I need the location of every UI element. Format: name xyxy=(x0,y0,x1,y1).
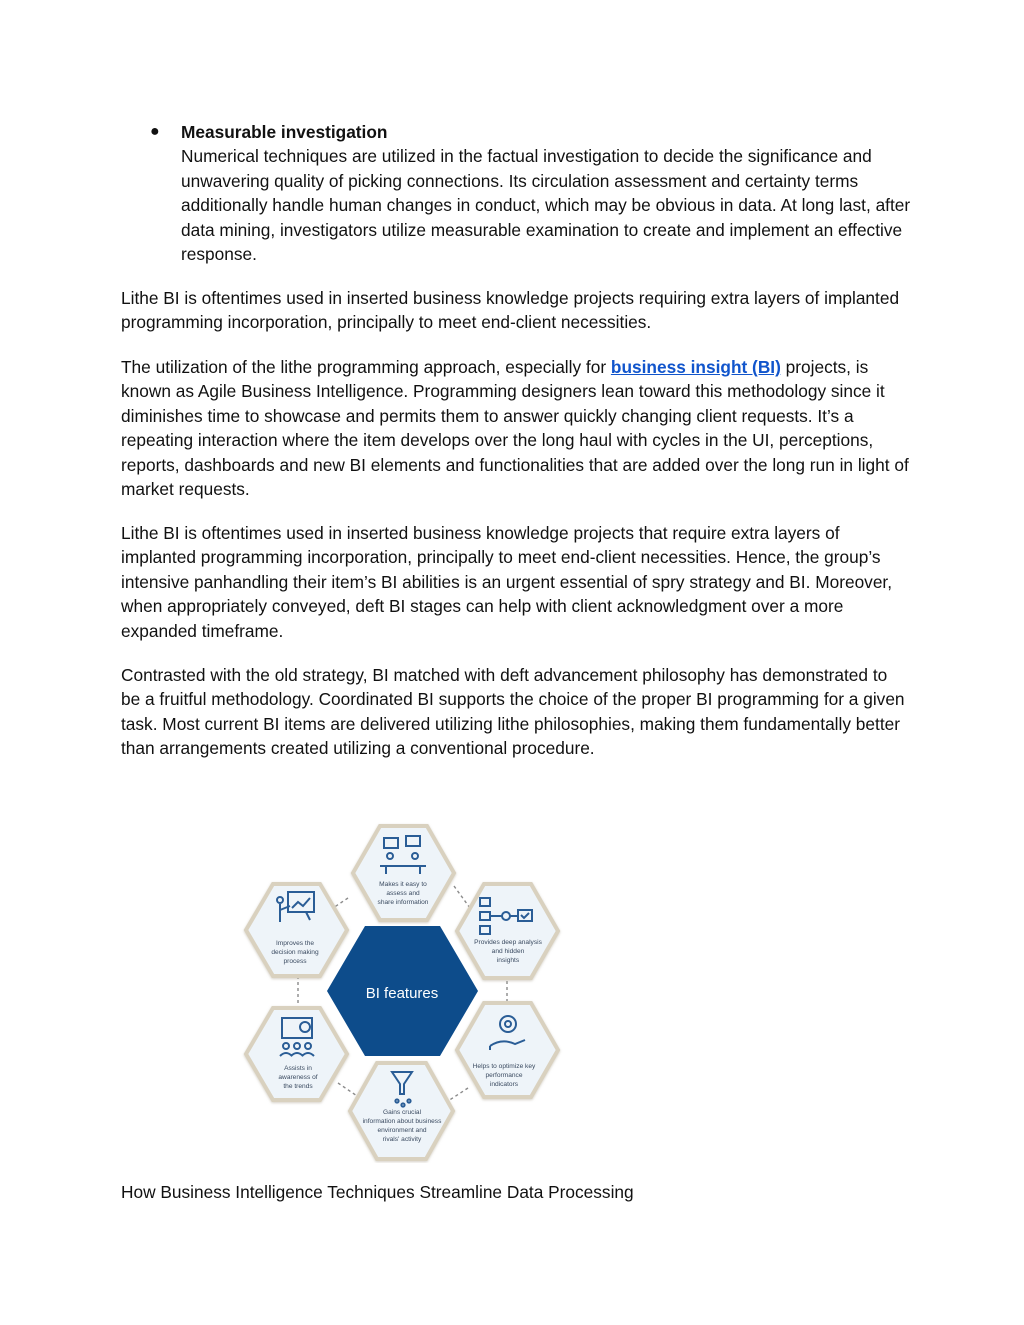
bullet-text: Numerical techniques are utilized in the factual investigation to decide the significance and unwavering quality of picking connections. Its circulation assessment and certainty terms additionally handle human changes in conduct, which may be obvious in data. At long last, after data mining, investigators utilize measurable examination to create and implement an effective response. xyxy=(181,146,911,265)
hex-lower-left-line1: Assists in xyxy=(284,1065,312,1072)
hex-upper-left-line1: Improves the xyxy=(275,940,315,947)
hex-bottom-line1: Gains crucial xyxy=(382,1109,422,1116)
hex-lower-right-line1: Helps to optimize key xyxy=(472,1063,536,1070)
hex-lower-right xyxy=(457,1003,558,1097)
hex-top-line2: assess and xyxy=(386,890,420,897)
hex-upper-right xyxy=(457,884,558,978)
hex-lower-right-line2: performance xyxy=(485,1072,523,1079)
paragraph-4: Contrasted with the old strategy, BI matched with deft advancement philosophy has demonstrated to be a fruitful methodology. Coordinated BI supports the choice of the proper BI programming for a given task. Most current BI items are delivered utilizing lithe philosophies, making them fundamentally better than arrangements created utilizing a conventional procedure. xyxy=(121,665,905,759)
bi-features-svg xyxy=(240,818,565,1163)
hex-upper-right-line2: and hidden xyxy=(491,948,525,955)
bullet-marker: ● xyxy=(150,123,160,140)
hex-upper-left xyxy=(246,884,347,976)
hex-lower-left xyxy=(246,1008,347,1100)
hex-top-line1: Makes it easy to xyxy=(379,881,427,888)
hex-bottom-line2: information about business xyxy=(362,1118,442,1125)
hex-top xyxy=(353,826,454,920)
paragraph-2-end: projects, is known as Agile Business Intelligence. Programming designers lean toward this methodology since it diminishes time to showcase and permits them to answer quickly changing client requests. It’s a repeating interaction where the item develops over the long haul with cycles in the UI, perceptions, reports, dashboards and new BI elements and functionalities that are added over the long run in light of market requests. xyxy=(121,357,909,500)
hex-bottom-line4: rivals' activity xyxy=(382,1136,422,1143)
hex-upper-right-line3: insights xyxy=(496,957,520,964)
center-label: BI features xyxy=(365,985,439,1002)
paragraph-1: Lithe BI is oftentimes used in inserted business knowledge projects requiring extra layers of implanted programming incorporation, principally to meet end-client necessities. xyxy=(121,288,900,333)
hex-center xyxy=(327,926,478,1056)
paragraph-2-start: The utilization of the lithe programming approach, especially for xyxy=(121,357,611,377)
bullet-body xyxy=(181,120,911,266)
hex-bottom xyxy=(350,1063,453,1159)
hex-upper-right-line1: Provides deep analysis xyxy=(474,939,542,946)
hex-lower-right-line3: indicators xyxy=(489,1081,519,1088)
hex-upper-left-line3: process xyxy=(283,958,307,965)
paragraph-3: Lithe BI is oftentimes used in inserted business knowledge projects that require extra layers of implanted programming incorporation, principally to meet end-client necessities. Hence, the group’s intensive panhandling their item’s BI abilities is an urgent essential of spry strategy and BI. Moreover, when appropriately conveyed, deft BI stages can help with client acknowledgment over a more expanded timeframe. xyxy=(121,523,893,641)
figure-caption: How Business Intelligence Techniques Streamline Data Processing xyxy=(121,1182,634,1202)
bullet-title: Measurable investigation xyxy=(181,122,388,142)
hex-bottom-line3: environment and xyxy=(377,1127,427,1134)
hex-top-line3: share information xyxy=(377,899,429,906)
hex-lower-left-line2: awareness of xyxy=(278,1074,318,1081)
hex-upper-left-line2: decision making xyxy=(271,949,319,956)
paragraph-2 xyxy=(121,355,911,501)
business-insight-link[interactable]: business insight (BI) xyxy=(610,357,781,377)
hex-lower-left-line3: the trends xyxy=(283,1083,313,1090)
bi-features-diagram xyxy=(240,818,565,1163)
